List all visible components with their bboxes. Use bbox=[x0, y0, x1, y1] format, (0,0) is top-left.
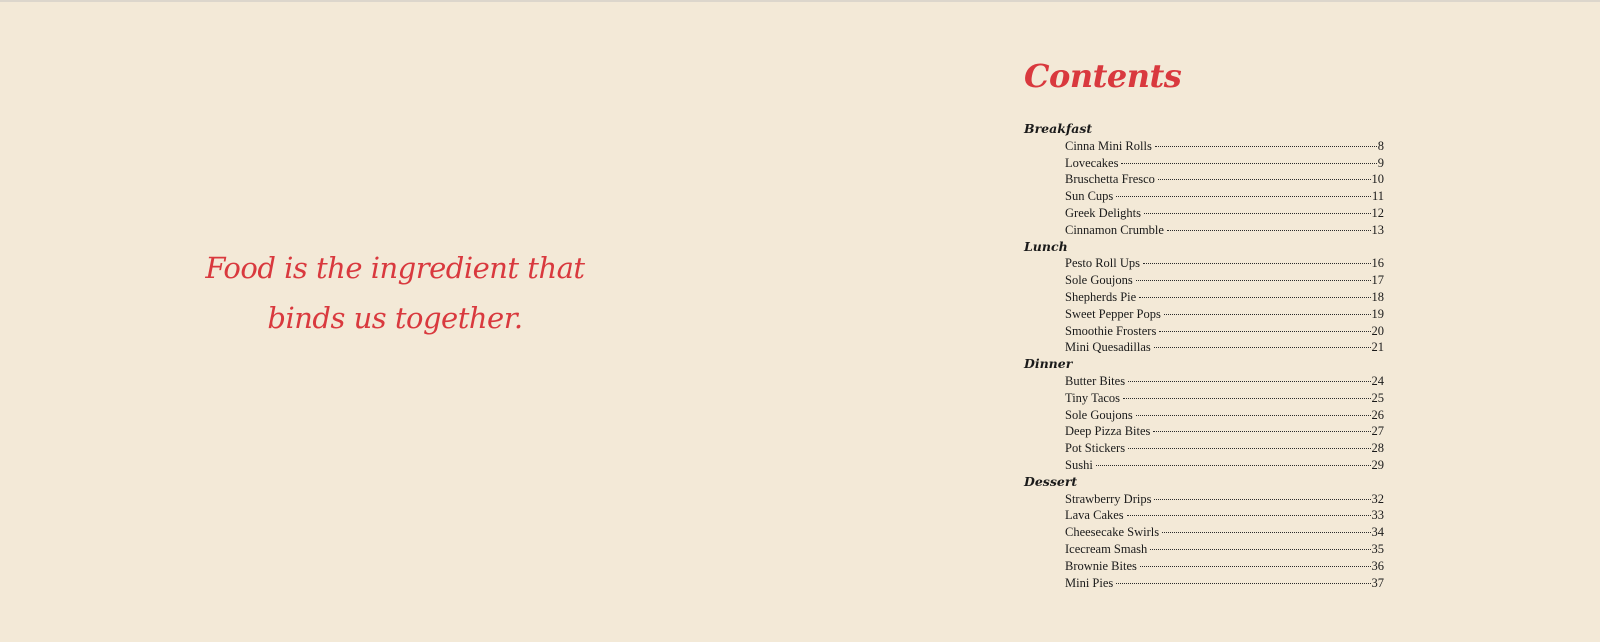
entry-name: Cinnamon Crumble bbox=[1065, 222, 1164, 237]
dot-leader bbox=[1136, 415, 1371, 416]
entry-name: Sun Cups bbox=[1065, 189, 1114, 204]
entry-name: Sole Goujons bbox=[1065, 407, 1133, 422]
entry-page-number: 12 bbox=[1371, 205, 1384, 220]
entry-page-number: 10 bbox=[1371, 172, 1384, 187]
quote-line-1: Food is the ingredient that bbox=[205, 251, 585, 285]
dot-leader bbox=[1155, 146, 1377, 147]
toc-entry bbox=[1024, 390, 1384, 407]
entry-name: Sweet Pepper Pops bbox=[1065, 306, 1161, 321]
dot-leader bbox=[1121, 163, 1376, 164]
entry-name: Cinna Mini Rolls bbox=[1065, 138, 1152, 153]
dot-leader bbox=[1116, 583, 1370, 584]
dot-leader bbox=[1139, 297, 1370, 298]
toc-entry bbox=[1024, 272, 1384, 289]
entry-name: Brownie Bites bbox=[1065, 558, 1137, 573]
entry-page-number: 16 bbox=[1371, 256, 1384, 271]
dot-leader bbox=[1164, 314, 1371, 315]
section-label-lunch: Lunch bbox=[1024, 238, 1068, 254]
dot-leader bbox=[1127, 515, 1371, 516]
entry-page-number: 29 bbox=[1371, 457, 1384, 472]
dot-leader bbox=[1116, 196, 1371, 197]
entry-page-number: 35 bbox=[1371, 541, 1384, 556]
entry-page-number: 9 bbox=[1377, 155, 1384, 170]
dot-leader bbox=[1159, 331, 1370, 332]
entry-name: Pot Stickers bbox=[1065, 441, 1126, 456]
quote-line-2: binds us together. bbox=[267, 301, 523, 335]
dot-leader bbox=[1150, 549, 1370, 550]
entry-name: Sole Goujons bbox=[1065, 273, 1133, 288]
toc-entry bbox=[1024, 289, 1384, 306]
toc-entry bbox=[1024, 423, 1384, 440]
section-label-dessert: Dessert bbox=[1024, 473, 1078, 489]
entry-page-number: 37 bbox=[1371, 575, 1384, 590]
entry-page-number: 33 bbox=[1371, 508, 1384, 523]
dot-leader bbox=[1140, 566, 1371, 567]
toc-entry bbox=[1024, 407, 1384, 424]
entry-page-number: 24 bbox=[1371, 373, 1384, 388]
entry-name: Smoothie Frosters bbox=[1065, 323, 1157, 338]
dot-leader bbox=[1136, 280, 1371, 281]
toc-entry bbox=[1024, 339, 1384, 356]
toc-entry bbox=[1024, 507, 1384, 524]
entry-name: Tiny Tacos bbox=[1065, 390, 1121, 405]
left-page bbox=[0, 2, 797, 642]
dot-leader bbox=[1158, 179, 1371, 180]
entry-name: Greek Delights bbox=[1065, 205, 1142, 220]
entry-page-number: 36 bbox=[1371, 558, 1384, 573]
table-of-contents bbox=[1024, 121, 1384, 591]
entry-name: Cheesecake Swirls bbox=[1065, 525, 1160, 540]
toc-entry bbox=[1024, 440, 1384, 457]
entry-name: Sushi bbox=[1065, 457, 1093, 472]
entry-name: Shepherds Pie bbox=[1065, 289, 1137, 304]
dot-leader bbox=[1154, 499, 1370, 500]
toc-entry bbox=[1024, 558, 1384, 575]
entry-page-number: 11 bbox=[1371, 189, 1384, 204]
entry-name: Mini Pies bbox=[1065, 575, 1114, 590]
entry-page-number: 28 bbox=[1371, 441, 1384, 456]
dot-leader bbox=[1153, 431, 1370, 432]
toc-entry bbox=[1024, 306, 1384, 323]
dot-leader bbox=[1162, 532, 1370, 533]
dot-leader bbox=[1128, 448, 1370, 449]
toc-entry bbox=[1024, 205, 1384, 222]
entry-page-number: 34 bbox=[1371, 525, 1384, 540]
toc-entry bbox=[1024, 138, 1384, 155]
entry-name: Icecream Smash bbox=[1065, 541, 1148, 556]
toc-entry bbox=[1024, 373, 1384, 390]
section-label-breakfast: Breakfast bbox=[1024, 121, 1093, 136]
dot-leader bbox=[1143, 263, 1370, 264]
entry-name: Butter Bites bbox=[1065, 373, 1126, 388]
entry-page-number: 20 bbox=[1371, 323, 1384, 338]
dot-leader bbox=[1128, 381, 1370, 382]
entry-page-number: 26 bbox=[1371, 407, 1384, 422]
contents-title: Contents bbox=[1024, 57, 1182, 95]
entry-name: Lava Cakes bbox=[1065, 508, 1124, 523]
right-page bbox=[797, 2, 1600, 642]
toc-entry bbox=[1024, 222, 1384, 239]
dot-leader bbox=[1096, 465, 1371, 466]
dot-leader bbox=[1154, 347, 1371, 348]
toc-entry bbox=[1024, 188, 1384, 205]
toc-entry bbox=[1024, 491, 1384, 508]
entry-page-number: 32 bbox=[1371, 491, 1384, 506]
entry-name: Lovecakes bbox=[1065, 155, 1119, 170]
dot-leader bbox=[1167, 230, 1371, 231]
quote bbox=[180, 243, 610, 343]
entry-page-number: 18 bbox=[1371, 289, 1384, 304]
toc-entry bbox=[1024, 524, 1384, 541]
entry-page-number: 27 bbox=[1371, 424, 1384, 439]
entry-name: Strawberry Drips bbox=[1065, 491, 1152, 506]
entry-page-number: 13 bbox=[1371, 222, 1384, 237]
entry-name: Bruschetta Fresco bbox=[1065, 172, 1155, 187]
entry-page-number: 8 bbox=[1377, 138, 1384, 153]
toc-entry bbox=[1024, 255, 1384, 272]
toc-entry bbox=[1024, 575, 1384, 592]
dot-leader bbox=[1144, 213, 1370, 214]
dot-leader bbox=[1123, 398, 1370, 399]
entry-page-number: 21 bbox=[1371, 340, 1384, 355]
entry-page-number: 17 bbox=[1371, 273, 1384, 288]
toc-entry bbox=[1024, 323, 1384, 340]
entry-name: Pesto Roll Ups bbox=[1065, 256, 1141, 271]
entry-page-number: 19 bbox=[1371, 306, 1384, 321]
toc-entry bbox=[1024, 171, 1384, 188]
toc-entry bbox=[1024, 541, 1384, 558]
entry-name: Mini Quesadillas bbox=[1065, 340, 1151, 355]
entry-name: Deep Pizza Bites bbox=[1065, 424, 1151, 439]
toc-entry bbox=[1024, 457, 1384, 474]
section-label-dinner: Dinner bbox=[1024, 356, 1073, 372]
entry-page-number: 25 bbox=[1371, 390, 1384, 405]
toc-entry bbox=[1024, 155, 1384, 172]
